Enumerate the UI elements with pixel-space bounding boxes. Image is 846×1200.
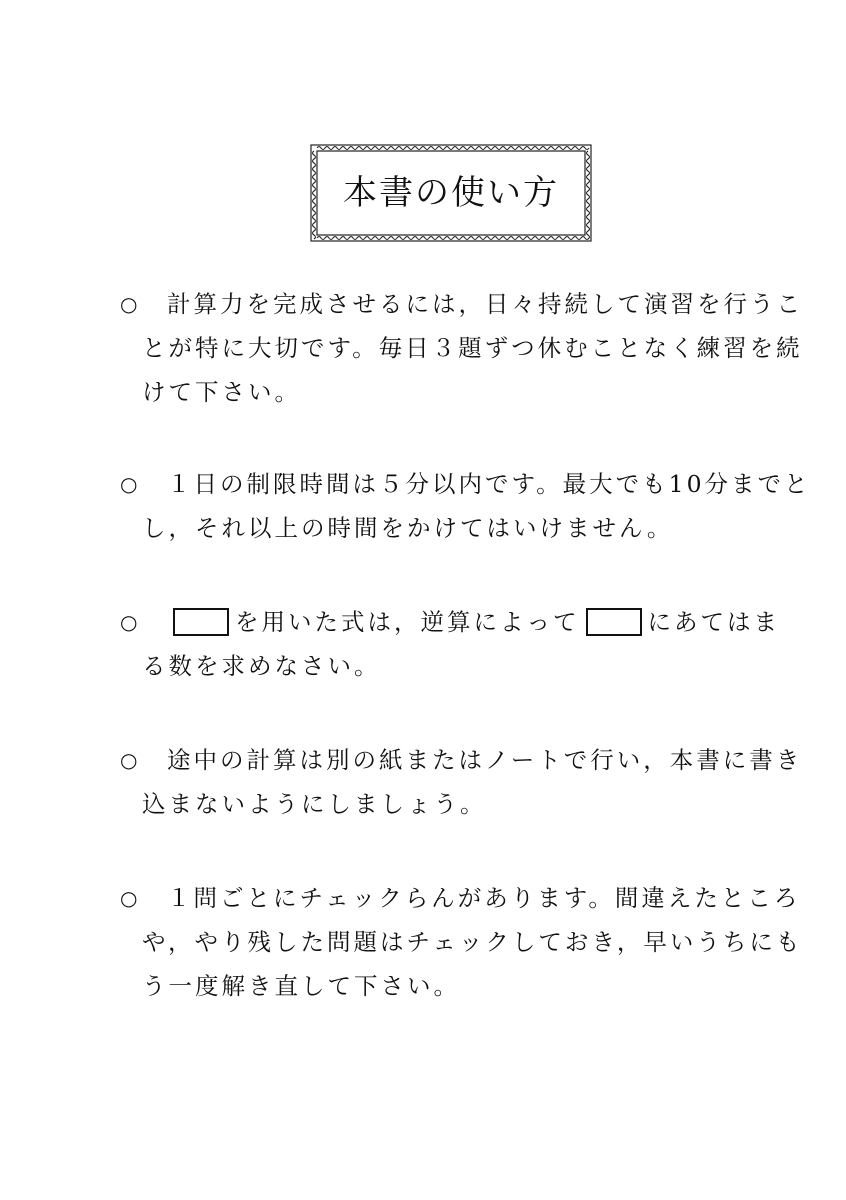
bullet: ○ <box>120 748 138 772</box>
instruction-line: 途中の計算は別の紙またはノートで行い，本書に書き <box>167 746 803 774</box>
instruction-line: とが特に大切です。毎日３題ずつ休むことなく練習を続 <box>142 334 803 362</box>
bullet: ○ <box>120 292 138 316</box>
instruction-line: る数を求めなさい。 <box>142 652 381 680</box>
bullet: ○ <box>120 472 138 496</box>
instruction-line: う一度解き直して下さい。 <box>142 972 460 1000</box>
answer-box <box>173 608 229 636</box>
instruction-line: や，やり残した問題はチェックしておき，早いうちにも <box>142 928 803 956</box>
instruction-segment: にあてはま <box>647 608 780 636</box>
instruction-line: １問ごとにチェックらんがあります。間違えたところ <box>167 884 801 912</box>
bullet: ○ <box>120 886 138 910</box>
instruction-line: 計算力を完成させるには，日々持続して演習を行うこ <box>167 290 803 318</box>
bullet: ○ <box>120 610 138 634</box>
title-frame <box>308 142 594 244</box>
instruction-line: し，それ以上の時間をかけてはいけません。 <box>142 514 674 542</box>
instruction-line: 込まないようにしましょう。 <box>142 790 487 818</box>
instruction-line: けて下さい。 <box>142 378 301 406</box>
answer-box <box>586 608 642 636</box>
instruction-segment: を用いた式は，逆算によって <box>235 608 580 636</box>
instruction-line: １日の制限時間は５分以内です。最大でも10分までと <box>167 470 811 498</box>
instruction-line <box>167 600 780 644</box>
page-title: 本書の使い方 <box>343 173 559 213</box>
